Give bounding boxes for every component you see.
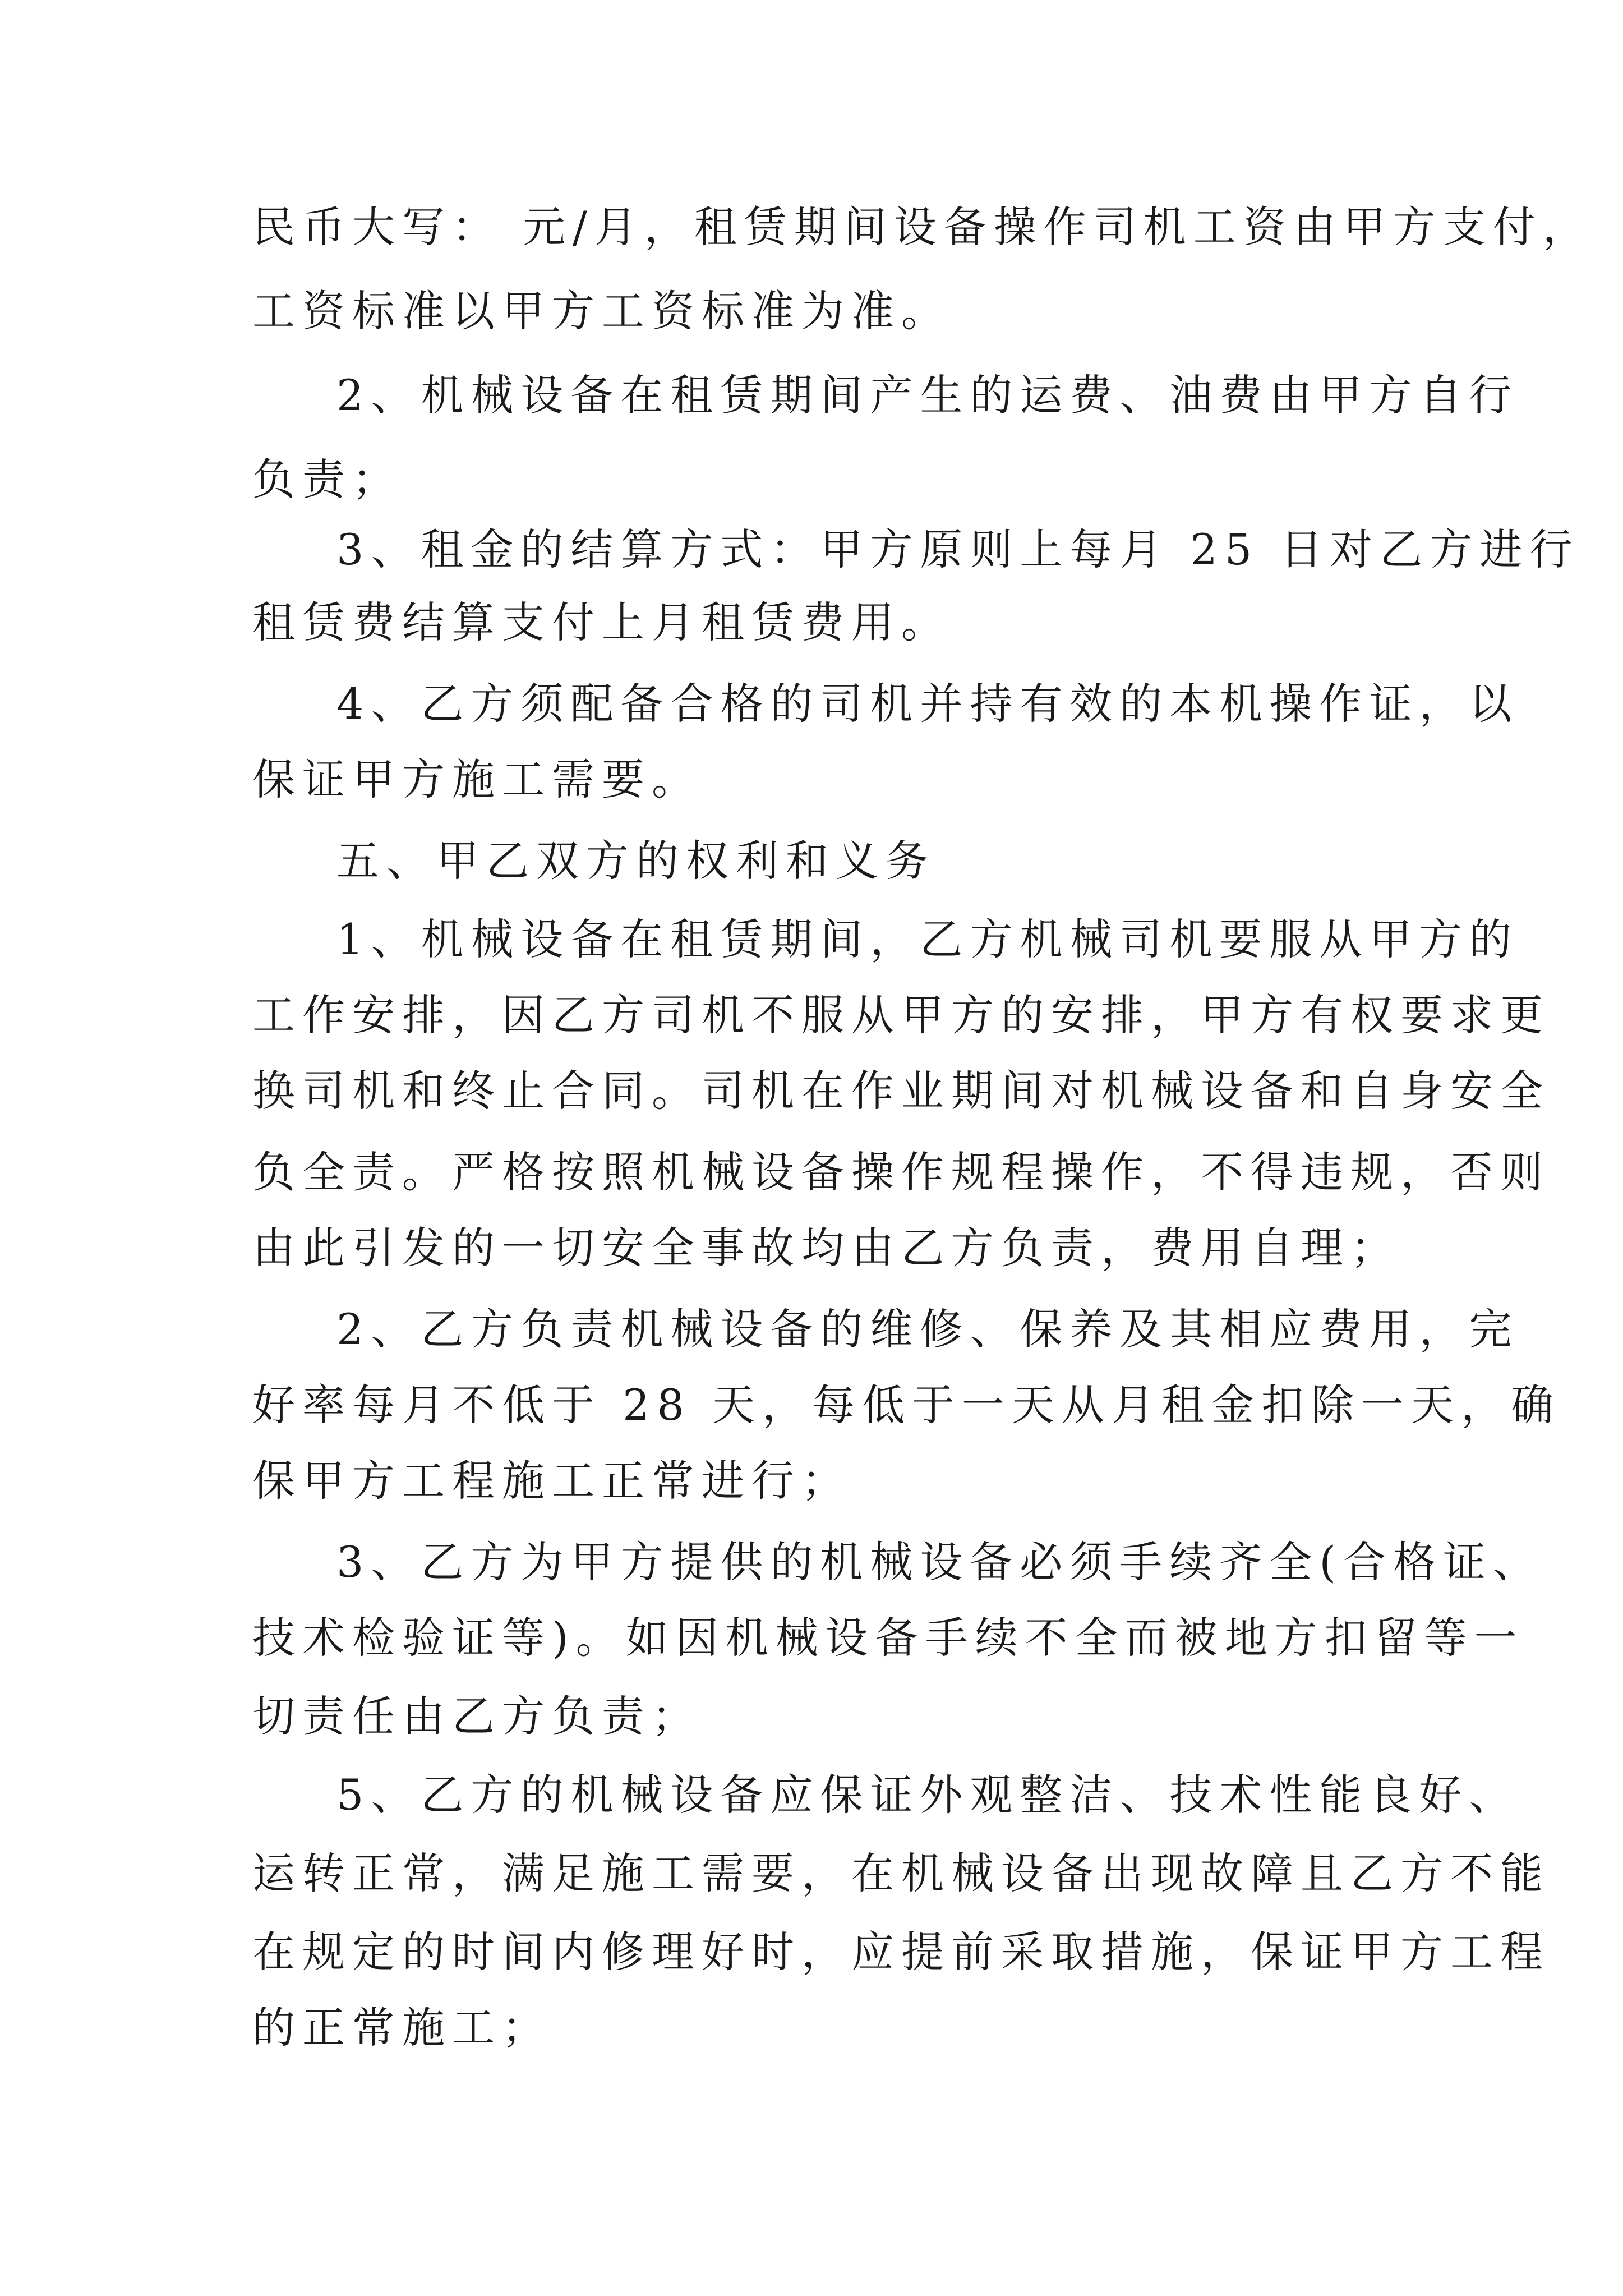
- text-line: 在规定的时间内修理好时，应提前采取措施，保证甲方工程: [252, 1927, 1550, 1977]
- text-line: 3、租金的结算方式：甲方原则上每月 25 日对乙方进行: [336, 524, 1580, 574]
- text-line: 好率每月不低于 28 天，每低于一天从月租金扣除一天，确: [252, 1380, 1561, 1430]
- text-line: 负责；: [252, 454, 402, 504]
- text-line: 1、机械设备在租赁期间，乙方机械司机要服从甲方的: [336, 914, 1519, 964]
- text-line: 保甲方工程施工正常进行；: [252, 1456, 851, 1506]
- text-line: 换司机和终止合同。司机在作业期间对机械设备和自身安全: [252, 1066, 1550, 1116]
- text-line: 民币大写： 元/月，租赁期间设备操作司机工资由甲方支付，: [252, 202, 1593, 252]
- text-line: 的正常施工；: [252, 2003, 552, 2053]
- text-line: 负全责。严格按照机械设备操作规程操作，不得违规，否则: [252, 1147, 1550, 1197]
- section-heading: 五、甲乙双方的权利和义务: [336, 836, 935, 886]
- text-line: 租赁费结算支付上月租赁费用。: [252, 597, 951, 647]
- text-line: 4、乙方须配备合格的司机并持有效的本机操作证，以: [336, 679, 1519, 729]
- text-line: 切责任由乙方负责；: [252, 1691, 702, 1741]
- text-line: 工作安排，因乙方司机不服从甲方的安排，甲方有权要求更: [252, 990, 1550, 1040]
- text-line: 运转正常，满足施工需要，在机械设备出现故障且乙方不能: [252, 1848, 1550, 1898]
- text-line: 保证甲方施工需要。: [252, 754, 702, 804]
- text-line: 5、乙方的机械设备应保证外观整洁、技术性能良好、: [336, 1770, 1519, 1820]
- text-line: 技术检验证等)。如因机械设备手续不全而被地方扣留等一: [252, 1613, 1524, 1663]
- text-line: 由此引发的一切安全事故均由乙方负责，费用自理；: [252, 1223, 1400, 1273]
- text-line: 工资标准以甲方工资标准为准。: [252, 286, 951, 336]
- text-line: 2、机械设备在租赁期间产生的运费、油费由甲方自行: [336, 370, 1519, 420]
- text-line: 2、乙方负责机械设备的维修、保养及其相应费用，完: [336, 1304, 1519, 1354]
- text-line: 3、乙方为甲方提供的机械设备必须手续齐全(合格证、: [336, 1537, 1543, 1587]
